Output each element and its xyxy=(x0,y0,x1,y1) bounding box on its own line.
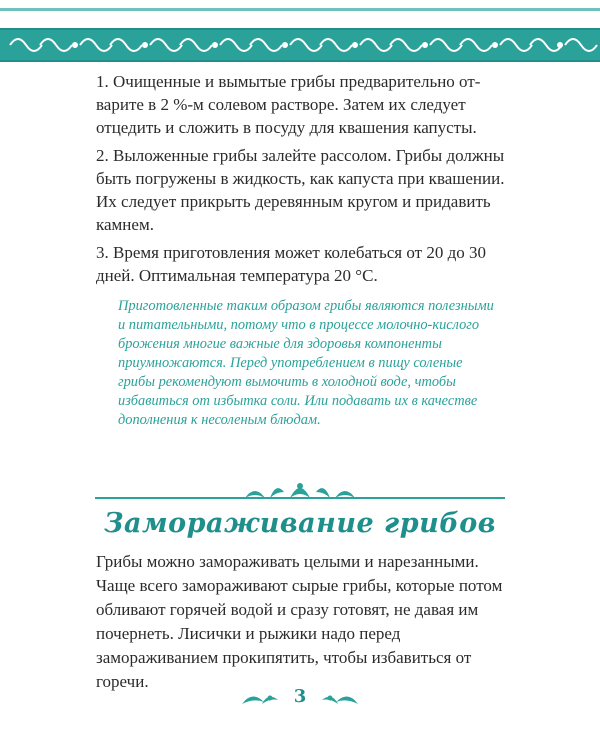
step-2: 2. Выложенные грибы залейте рассолом. Грибы должны быть погружены в жидкость, как капуста при квашении. Их следует прикрыть деревянным кругом и придавить камнем. xyxy=(96,146,505,234)
body-paragraph: Грибы можно замораживать целыми и нарезанными. Чаще всего замораживают сырые грибы, которые потом обливают горячей водой и сразу готовят, не давая им почернеть. Лисички и рыжики надо перед замораживанием прокипятить, чтобы избавиться от горечи. xyxy=(96,552,503,691)
page-number: 3 xyxy=(293,686,307,707)
ornament-divider-icon xyxy=(95,478,505,508)
note-paragraph: Приготовленные таким образом грибы являются полезными и питательными, потому что в процессе молочно-кислого брожения многие важные для здоровья компоненты приумножаются. Перед употреблением в пищу соленые грибы рекомендуют вымочить в холодной воде, чтобы избавиться от избытка соли. Или подавать их в качестве дополнения к несоленым блюдам. xyxy=(118,298,494,428)
section-title: Замораживание грибов xyxy=(104,508,496,539)
section-divider xyxy=(95,478,505,508)
recipe-steps xyxy=(96,70,516,292)
step-1: 1. Очищенные и вымытые грибы предварительно отварите в 2 %-м солевом растворе. Затем их следует отцедить и сложить в посуду для квашения капусты. xyxy=(96,72,481,137)
top-ornament-border xyxy=(0,0,600,62)
step-3: 3. Время приготовления может колебаться от 20 до 30 дней. Оптимальная температура 20 °С. xyxy=(96,243,486,285)
ornament-border-icon xyxy=(0,0,600,62)
